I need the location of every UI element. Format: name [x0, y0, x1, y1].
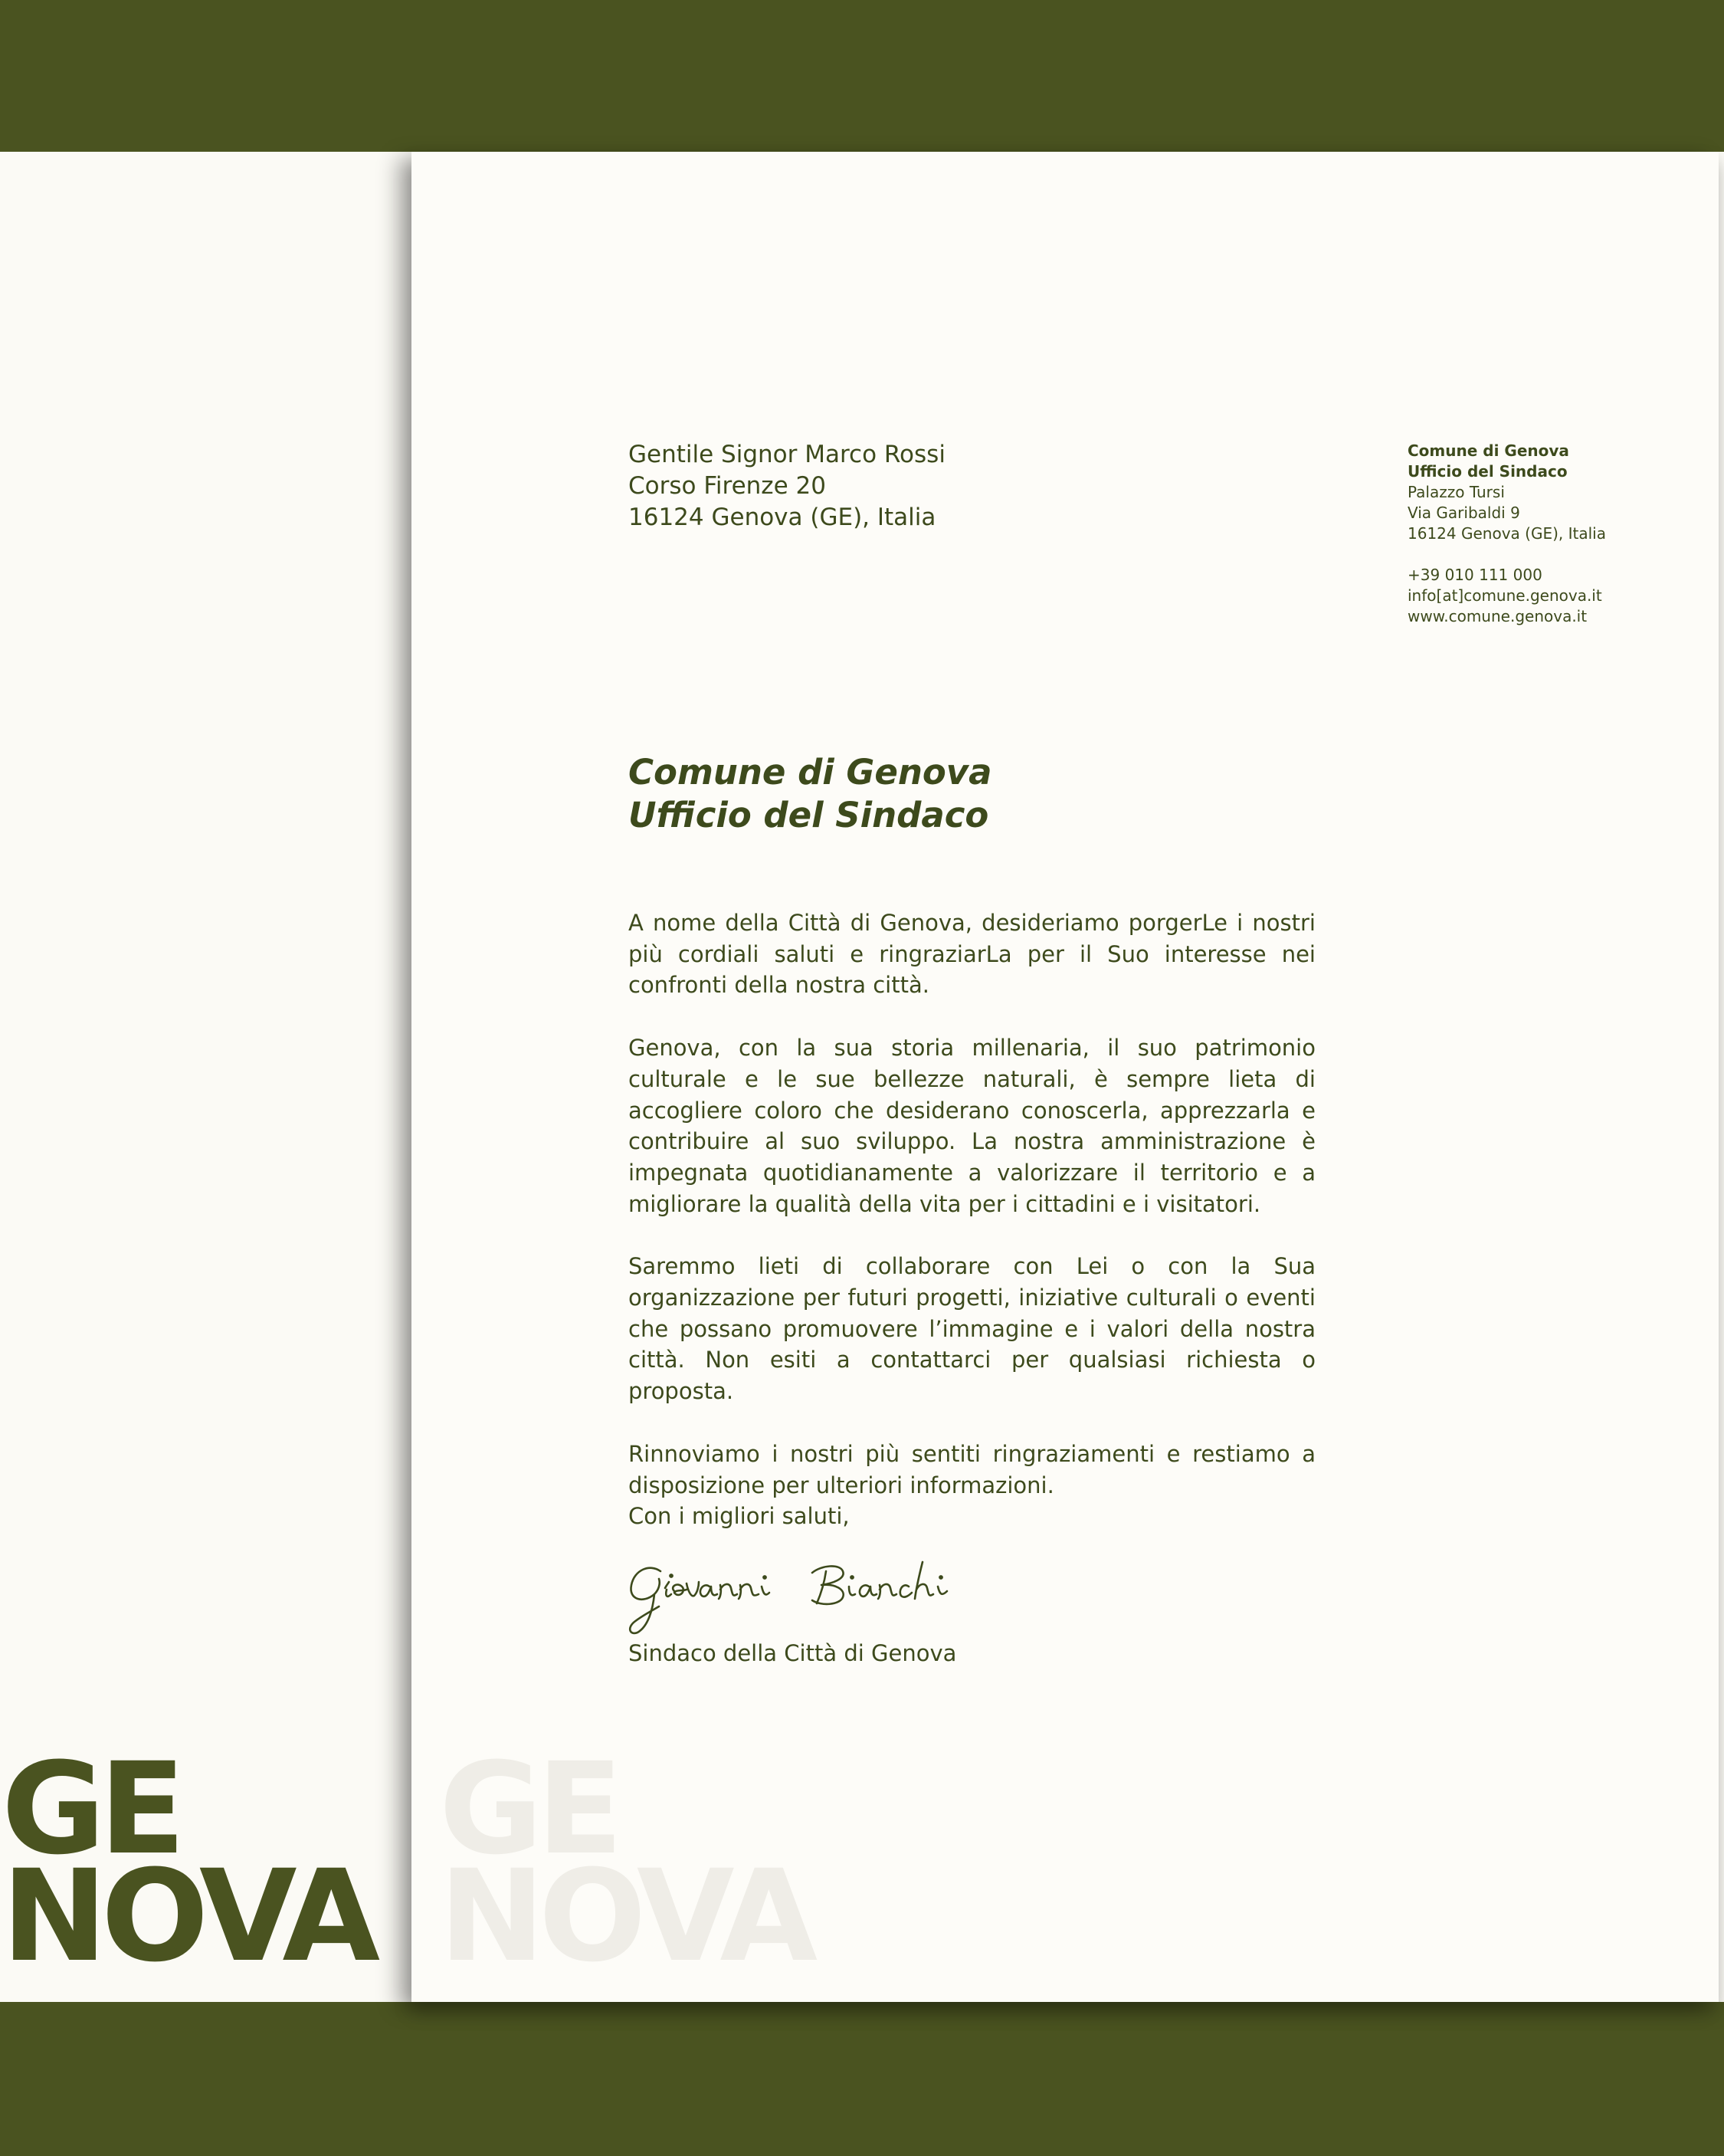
- ghost-wordmark-line1: GE: [439, 1735, 618, 1882]
- recipient-city: 16124 Genova (GE), Italia: [628, 504, 936, 531]
- recipient-name: Gentile Signor Marco Rossi: [628, 441, 946, 468]
- body-paragraph-1: A nome della Città di Genova, desideriamo porgerLe i nostri più cordiali saluti e ringraziarLa per il Suo interesse nei confronti della nostra città.: [628, 910, 1316, 999]
- body-paragraph-2: Genova, con la sua storia millenaria, il suo patrimonio culturale e le sue bellezze naturali, è sempre lieta di accogliere coloro che desiderano conoscerla, apprezzarla e contribuire al suo sviluppo. La nostra amministrazione è impegnata quotidianamente a valorizzare il territorio e a migliorare la qualità della vita per i cittadini e i visitatori.: [628, 1035, 1316, 1217]
- ghost-wordmark-line2: NOVA: [439, 1843, 812, 1990]
- signatory-title: Sindaco della Città di Genova: [628, 1640, 957, 1666]
- sender-block: [1408, 441, 1606, 627]
- closing-line: Con i migliori saluti,: [628, 1503, 850, 1529]
- recipient-address: [628, 439, 946, 533]
- sender-web: www.comune.genova.it: [1408, 607, 1588, 625]
- letter-body: [628, 907, 1316, 1532]
- signature-text: Giovanni Bianchi: [621, 1556, 628, 1557]
- recipient-street: Corso Firenze 20: [628, 472, 826, 500]
- heading-line1: Comune di Genova: [628, 752, 992, 793]
- sender-phone: +39 010 111 000: [1408, 566, 1542, 584]
- wordmark-line1: GE: [2, 1735, 180, 1882]
- genova-ghost-wordmark: [439, 1735, 812, 1990]
- sender-office: Ufficio del Sindaco: [1408, 462, 1568, 481]
- letter-heading: [628, 751, 992, 837]
- sender-spacer: [1408, 544, 1606, 565]
- sender-city: 16124 Genova (GE), Italia: [1408, 524, 1606, 543]
- sender-org: Comune di Genova: [1408, 441, 1569, 460]
- heading-line2: Ufficio del Sindaco: [628, 795, 989, 835]
- wordmark-line2: NOVA: [2, 1843, 375, 1990]
- body-paragraph-3: Saremmo lieti di collaborare con Lei o con la Sua organizzazione per futuri progetti, iniziative culturali o eventi che possano promuovere l’immagine e i valori della nostra città. Non esiti a contattarci per qualsiasi richiesta o proposta.: [628, 1253, 1316, 1405]
- body-paragraph-4: Rinnoviamo i nostri più sentiti ringraziamenti e restiamo a disposizione per ulteriori informazioni.: [628, 1440, 1316, 1498]
- handwritten-signature: [621, 1556, 1019, 1640]
- genova-wordmark: [2, 1735, 375, 1990]
- sender-email: info[at]comune.genova.it: [1408, 586, 1602, 605]
- sender-street: Via Garibaldi 9: [1408, 504, 1520, 522]
- sender-building: Palazzo Tursi: [1408, 483, 1505, 501]
